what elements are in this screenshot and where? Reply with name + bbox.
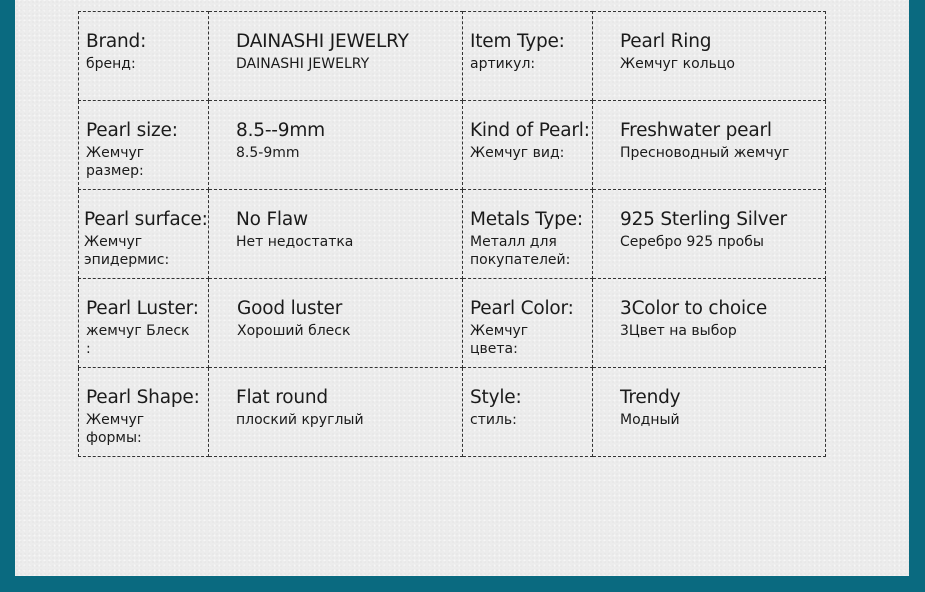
spec-label-ru: артикул: bbox=[470, 56, 536, 72]
spec-value-cell bbox=[209, 368, 463, 457]
spec-label-ru: Жемчуг формы: bbox=[86, 412, 145, 446]
spec-value-en: No Flaw bbox=[236, 209, 308, 230]
spec-value-ru: DAINASHI JEWELRY bbox=[236, 56, 370, 72]
spec-value-cell bbox=[593, 12, 826, 101]
spec-value-cell bbox=[209, 12, 463, 101]
spec-value-en: Flat round bbox=[236, 387, 328, 408]
spec-label-cell bbox=[463, 368, 593, 457]
spec-label-cell bbox=[463, 279, 593, 368]
spec-value-ru: Пресноводный жемчуг bbox=[620, 145, 790, 161]
spec-value-ru: 3Цвет на выбор bbox=[620, 323, 737, 339]
spec-value-cell bbox=[593, 190, 826, 279]
spec-table-body bbox=[79, 12, 826, 457]
spec-value-ru: Нет недостатка bbox=[236, 234, 354, 250]
table-row bbox=[79, 12, 826, 101]
spec-label-en: Brand: bbox=[86, 31, 147, 52]
spec-label-cell bbox=[79, 368, 209, 457]
spec-label-cell bbox=[79, 279, 209, 368]
spec-label-en: Pearl size: bbox=[86, 120, 178, 141]
spec-value-cell bbox=[593, 279, 826, 368]
spec-value-cell bbox=[209, 279, 463, 368]
spec-label-cell bbox=[463, 190, 593, 279]
spec-label-ru: Жемчуг эпидермис: bbox=[84, 234, 170, 268]
spec-value-ru: Хороший блеск bbox=[237, 323, 351, 339]
spec-label-en: Kind of Pearl: bbox=[470, 120, 590, 141]
table-row bbox=[79, 101, 826, 190]
spec-value-cell bbox=[209, 190, 463, 279]
table-row bbox=[79, 190, 826, 279]
spec-value-en: Freshwater pearl bbox=[620, 120, 772, 141]
spec-value-en: Good luster bbox=[237, 298, 343, 319]
table-row bbox=[79, 279, 826, 368]
spec-value-ru: плоский круглый bbox=[236, 412, 364, 428]
spec-value-en: 3Color to choice bbox=[620, 298, 768, 319]
spec-label-ru: Жемчуг цвета: bbox=[470, 323, 529, 357]
spec-value-ru: Модный bbox=[620, 412, 680, 428]
spec-value-en: 925 Sterling Silver bbox=[620, 209, 787, 230]
spec-label-ru: Металл для покупателей: bbox=[470, 234, 571, 268]
spec-value-ru: Серебро 925 пробы bbox=[620, 234, 764, 250]
spec-label-cell bbox=[79, 190, 209, 279]
product-spec-table bbox=[78, 11, 826, 457]
spec-label-ru: стиль: bbox=[470, 412, 517, 428]
spec-label-en: Style: bbox=[470, 387, 522, 408]
spec-value-en: Pearl Ring bbox=[620, 31, 712, 52]
content-panel bbox=[15, 0, 909, 576]
spec-value-cell bbox=[209, 101, 463, 190]
spec-label-cell bbox=[463, 12, 593, 101]
spec-value-en: 8.5--9mm bbox=[236, 120, 325, 141]
spec-label-cell bbox=[79, 101, 209, 190]
spec-value-cell bbox=[593, 368, 826, 457]
spec-label-en: Metals Type: bbox=[470, 209, 583, 230]
spec-label-cell bbox=[463, 101, 593, 190]
spec-label-en: Pearl Shape: bbox=[86, 387, 200, 408]
spec-value-ru: Жемчуг кольцо bbox=[620, 56, 735, 72]
spec-label-ru: бренд: bbox=[86, 56, 136, 72]
spec-label-ru: жемчуг Блеск : bbox=[86, 323, 190, 357]
spec-value-en: Trendy bbox=[620, 387, 681, 408]
spec-value-en: DAINASHI JEWELRY bbox=[236, 31, 409, 52]
spec-label-en: Pearl surface: bbox=[84, 209, 208, 230]
spec-label-ru: Жемчуг вид: bbox=[470, 145, 565, 161]
spec-label-en: Pearl Luster: bbox=[86, 298, 199, 319]
spec-label-en: Item Type: bbox=[470, 31, 565, 52]
spec-value-ru: 8.5-9mm bbox=[236, 145, 300, 161]
spec-label-en: Pearl Color: bbox=[470, 298, 574, 319]
spec-value-cell bbox=[593, 101, 826, 190]
spec-label-ru: Жемчуг размер: bbox=[86, 145, 145, 179]
spec-label-cell bbox=[79, 12, 209, 101]
table-row bbox=[79, 368, 826, 457]
